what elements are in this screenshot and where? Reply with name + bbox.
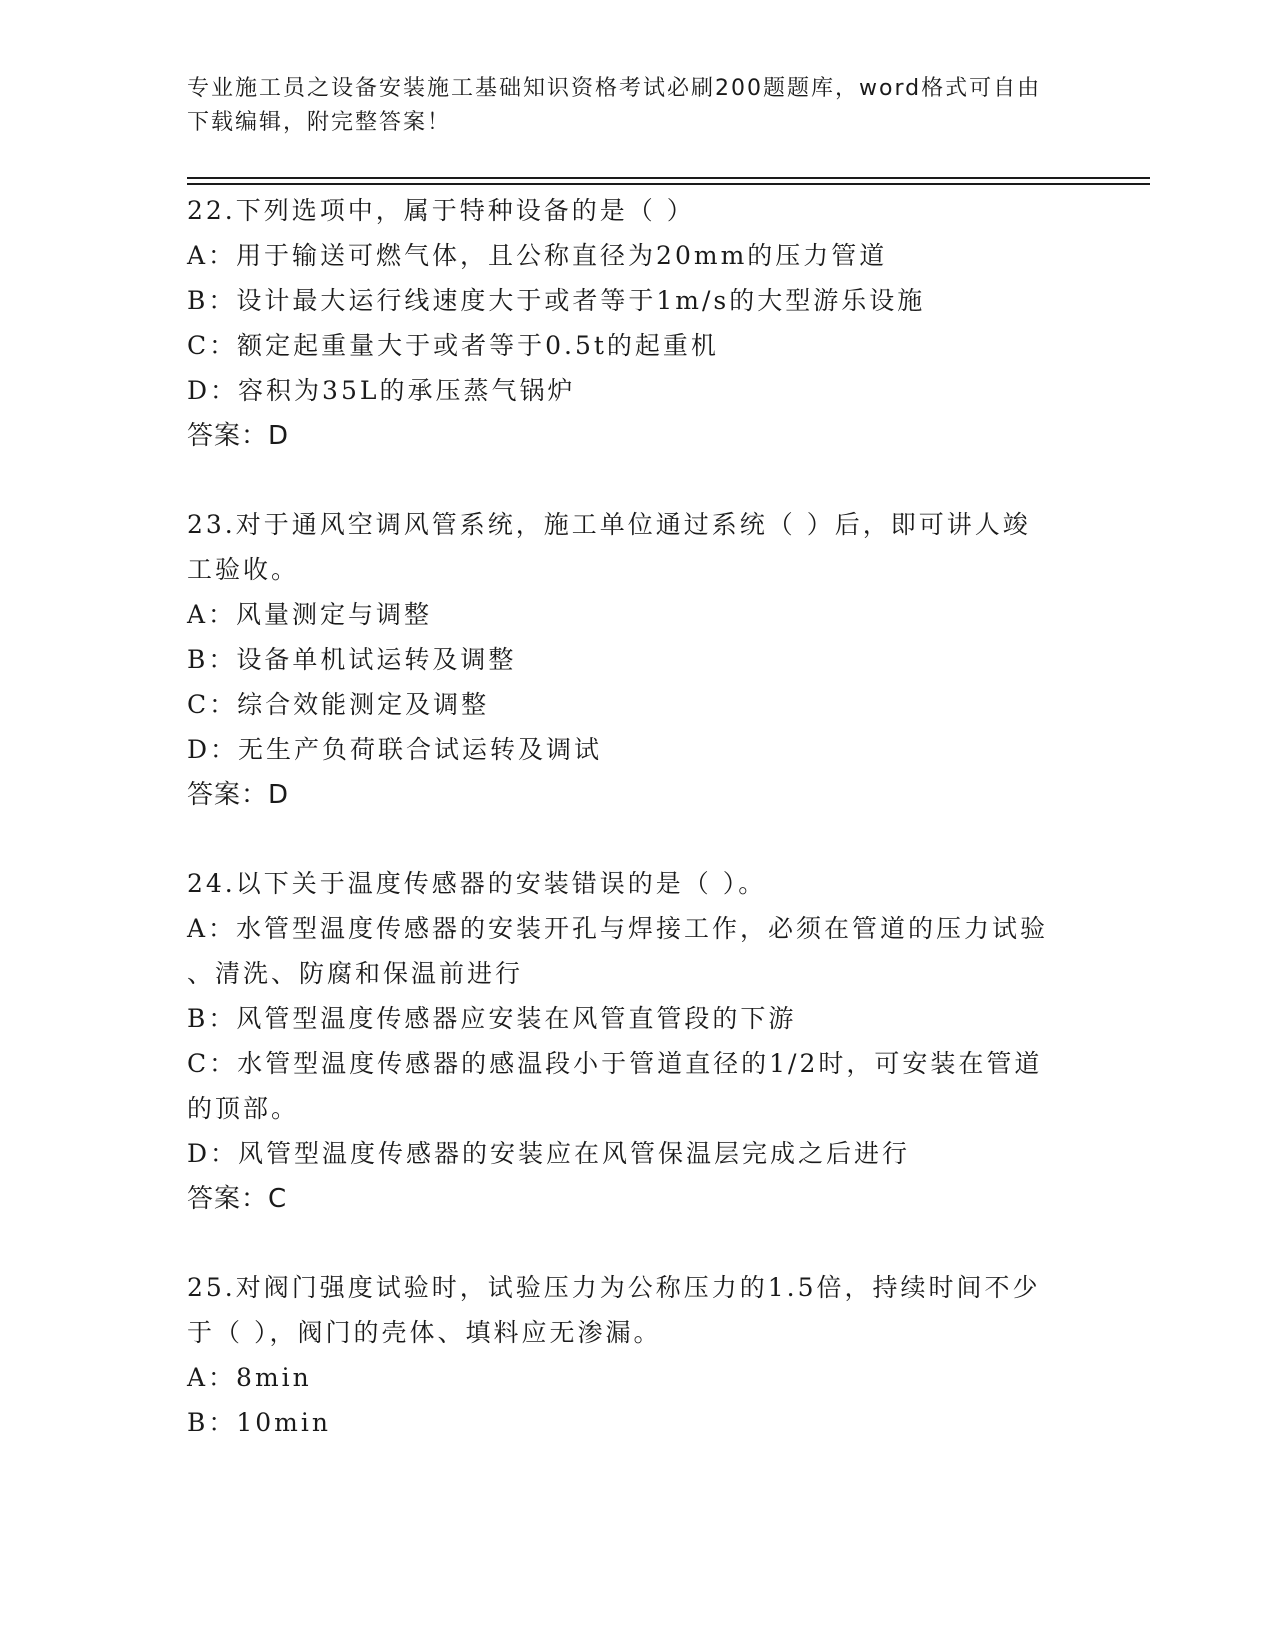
answer-line: 答案：D <box>187 780 290 810</box>
question-stem-line: 23.对于通风空调风管系统，施工单位通过系统（ ）后，即可讲人竣 <box>187 510 1031 539</box>
header-divider-top <box>187 177 1150 179</box>
header-line-1: 专业施工员之设备安装施工基础知识资格考试必刷200题题库，word格式可自由 <box>187 76 1042 101</box>
option-line: D：无生产负荷联合试运转及调试 <box>187 735 603 764</box>
option-line: A：水管型温度传感器的安装开孔与焊接工作，必须在管道的压力试验 <box>187 914 1049 943</box>
question-stem-line: 25.对阀门强度试验时，试验压力为公称压力的1.5倍，持续时间不少 <box>187 1273 1041 1302</box>
option-line: D：风管型温度传感器的安装应在风管保温层完成之后进行 <box>187 1139 911 1168</box>
answer-line: 答案：C <box>187 1184 288 1214</box>
option-line: A：用于输送可燃气体，且公称直径为20mm的压力管道 <box>187 241 888 270</box>
option-line: A：风量测定与调整 <box>187 600 433 629</box>
option-line: C：综合效能测定及调整 <box>187 690 490 719</box>
option-line: B：风管型温度传感器应安装在风管直管段的下游 <box>187 1004 797 1033</box>
question-stem-line: 于（ ），阀门的壳体、填料应无渗漏。 <box>187 1318 662 1347</box>
header-divider-bottom <box>187 183 1150 185</box>
answer-line: 答案：D <box>187 421 290 451</box>
question-spacer <box>187 459 1087 502</box>
option-line: A：8min <box>187 1363 312 1392</box>
option-line: 、清洗、防腐和保温前进行 <box>187 959 524 988</box>
option-line: B：设备单机试运转及调整 <box>187 645 517 674</box>
question-stem-line: 工验收。 <box>187 555 300 584</box>
question-block <box>187 188 1087 459</box>
option-line: C：额定起重量大于或者等于0.5t的起重机 <box>187 331 719 360</box>
question-block <box>187 1265 1087 1445</box>
header-line-2: 下载编辑，附完整答案！ <box>187 110 452 135</box>
question-stem-line: 22.下列选项中，属于特种设备的是（ ） <box>187 196 695 225</box>
question-stem-line: 24.以下关于温度传感器的安装错误的是（ ）。 <box>187 869 767 898</box>
question-block <box>187 502 1087 818</box>
question-list <box>187 188 1087 1445</box>
option-line: B：设计最大运行线速度大于或者等于1m/s的大型游乐设施 <box>187 286 926 315</box>
option-line: C：水管型温度传感器的感温段小于管道直径的1/2时，可安装在管道 <box>187 1049 1043 1078</box>
document-header <box>187 72 1067 140</box>
question-spacer <box>187 818 1087 861</box>
option-line: 的顶部。 <box>187 1094 300 1123</box>
option-line: D：容积为35L的承压蒸气锅炉 <box>187 376 576 405</box>
question-block <box>187 861 1087 1222</box>
option-line: B：10min <box>187 1408 331 1437</box>
question-spacer <box>187 1222 1087 1265</box>
